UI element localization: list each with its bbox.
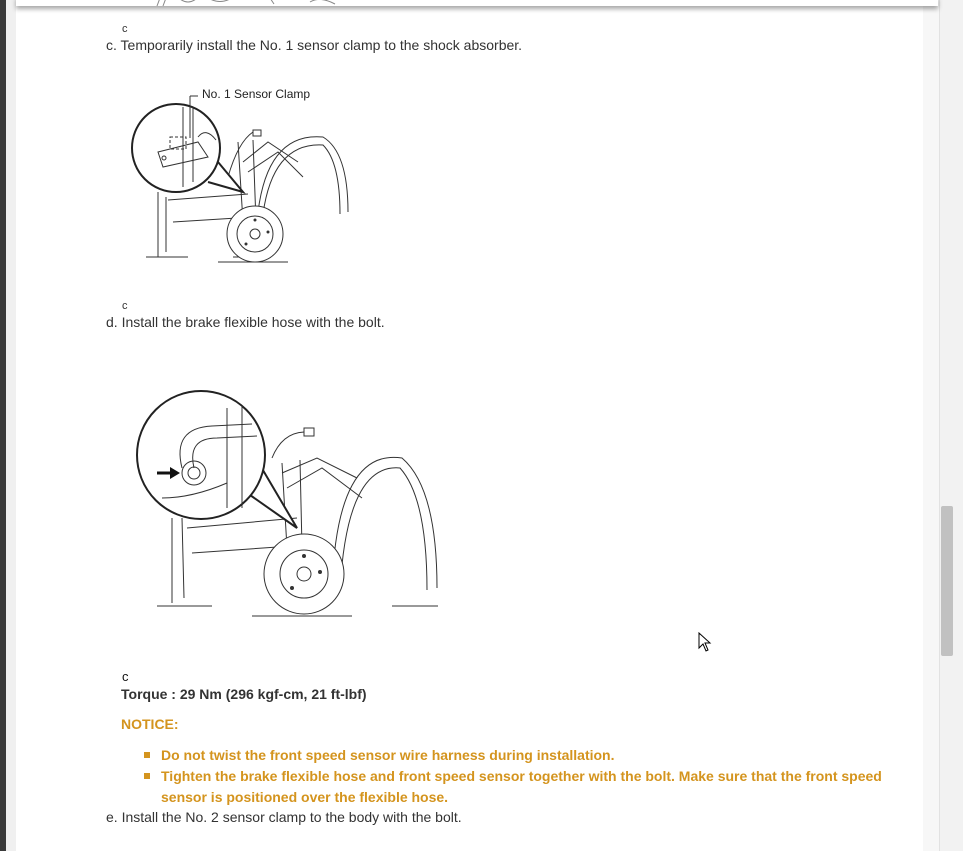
brake-hose-figure xyxy=(132,388,444,622)
step-marker: c xyxy=(122,23,128,35)
scrollbar-track[interactable] xyxy=(939,0,963,851)
notice-list xyxy=(121,745,911,808)
step-e-text: e. Install the No. 2 sensor clamp to the body with the bolt. xyxy=(106,809,462,825)
mouse-pointer-icon xyxy=(698,632,712,654)
bullet-square-icon xyxy=(144,752,150,758)
sensor-clamp-figure xyxy=(128,82,358,268)
step-marker: c xyxy=(122,300,128,312)
step-d-text: d. Install the brake flexible hose with the bolt. xyxy=(106,314,385,330)
callout-label: No. 1 Sensor Clamp xyxy=(202,87,311,101)
window-border xyxy=(6,0,16,851)
notice-title: NOTICE: xyxy=(121,716,179,732)
bullet-square-icon xyxy=(144,773,150,779)
scrollbar-thumb[interactable] xyxy=(941,506,953,656)
notice-item: Do not twist the front speed sensor wire harness during installation. xyxy=(121,745,911,766)
notice-item: Tighten the brake flexible hose and front speed sensor together with the bolt. Make sure that the front speed sensor is positioned over the flexible hose. xyxy=(121,766,911,808)
torque-spec: Torque : 29 Nm (296 kgf-cm, 21 ft-lbf) xyxy=(121,686,367,702)
page-gutter xyxy=(923,0,939,851)
previous-figure-fragment xyxy=(150,0,350,8)
step-marker: c xyxy=(122,669,129,684)
step-c-text: c. Temporarily install the No. 1 sensor clamp to the shock absorber. xyxy=(106,37,523,53)
